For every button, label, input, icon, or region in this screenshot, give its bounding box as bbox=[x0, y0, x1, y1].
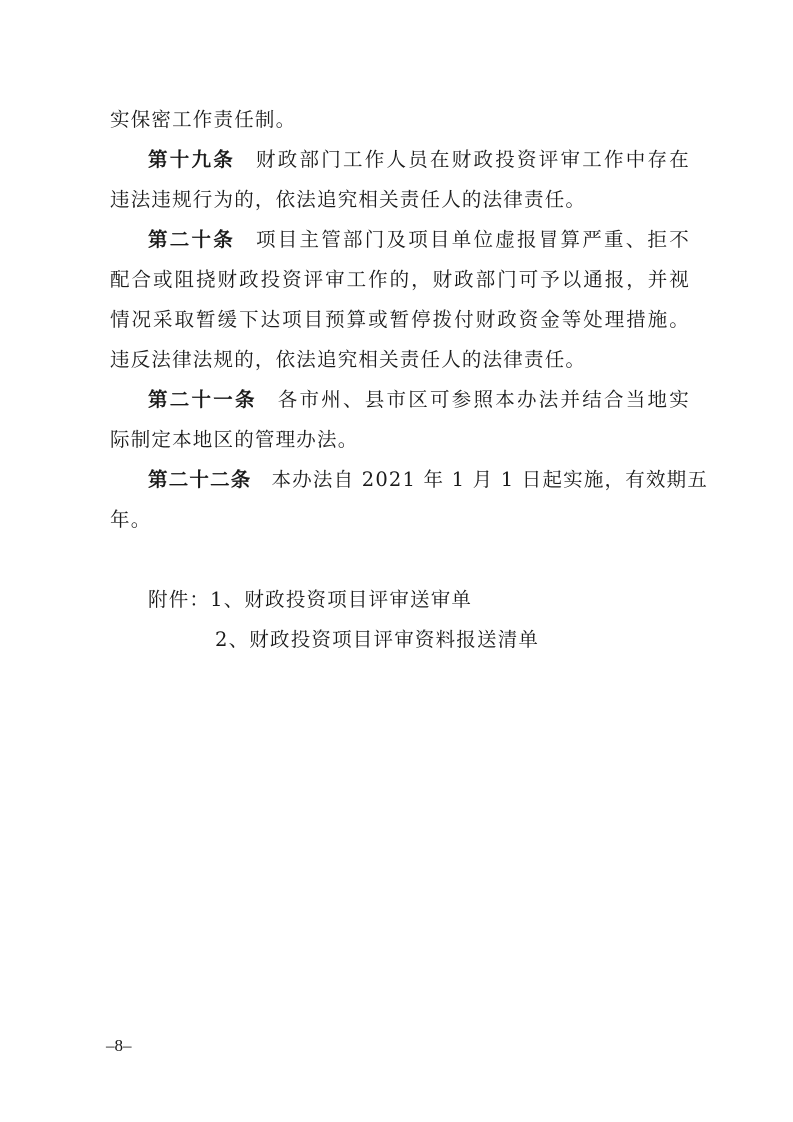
article-20-line-1 bbox=[148, 228, 690, 252]
continuation-text: 实保密工作责任制。 bbox=[110, 108, 297, 131]
article-20-heading: 第二十条 bbox=[148, 228, 235, 251]
article-20-text-4: 违反法律法规的，依法追究相关责任人的法律责任。 bbox=[110, 348, 587, 371]
article-22-text-1: 本办法自 2021 年 1 月 1 日起实施，有效期五 bbox=[271, 468, 709, 491]
attachment-item-1: 1、财政投资项目评审送审单 bbox=[210, 588, 473, 611]
article-22-heading: 第二十二条 bbox=[148, 468, 252, 491]
paragraph-continuation bbox=[110, 108, 690, 132]
article-22-line-2 bbox=[110, 508, 690, 532]
article-19-text-2: 违法违规行为的，依法追究相关责任人的法律责任。 bbox=[110, 188, 587, 211]
article-20-line-3 bbox=[110, 308, 690, 332]
page-number: –8– bbox=[106, 1036, 132, 1055]
article-21-line-1 bbox=[148, 388, 690, 412]
attachments-line-1 bbox=[148, 588, 472, 612]
article-19-heading: 第十九条 bbox=[148, 148, 235, 171]
article-21-text-2: 际制定本地区的管理办法。 bbox=[110, 428, 359, 451]
article-20-text-3: 情况采取暂缓下达项目预算或暂停拨付财政资金等处理措施。 bbox=[110, 308, 690, 331]
article-21-heading: 第二十一条 bbox=[148, 388, 257, 411]
article-20-line-4 bbox=[110, 348, 690, 372]
article-19-text-1: 财政部门工作人员在财政投资评审工作中存在 bbox=[255, 148, 690, 171]
article-21-line-2 bbox=[110, 428, 690, 452]
attachment-item-2: 2、财政投资项目评审资料报送清单 bbox=[215, 628, 540, 651]
attachments-label: 附件： bbox=[148, 588, 211, 611]
article-22-line-1 bbox=[148, 468, 709, 492]
article-19-line-1 bbox=[148, 148, 690, 172]
article-19-line-2 bbox=[110, 188, 690, 212]
attachments-line-2 bbox=[215, 628, 539, 652]
article-21-text-1: 各市州、县市区可参照本办法并结合当地实 bbox=[276, 388, 690, 411]
article-20-line-2 bbox=[110, 268, 690, 292]
article-22-text-2: 年。 bbox=[110, 508, 152, 531]
article-20-text-1: 项目主管部门及项目单位虚报冒算严重、拒不 bbox=[255, 228, 690, 251]
article-20-text-2: 配合或阻挠财政投资评审工作的，财政部门可予以通报，并视 bbox=[110, 268, 690, 291]
